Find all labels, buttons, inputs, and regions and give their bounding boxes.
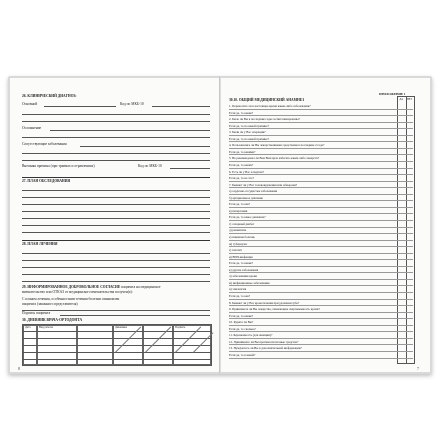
write-line xyxy=(22,190,210,191)
write-line xyxy=(22,153,210,154)
answer-line xyxy=(229,292,413,293)
main-diagnosis-line xyxy=(44,106,116,107)
consent-line-2: вмешательство или ОТКАЗ от медицинского вмешательства получен(а): xyxy=(22,290,133,294)
answer-line xyxy=(229,240,413,241)
question-text: к) другие заболевания xyxy=(229,267,259,272)
write-line xyxy=(22,225,210,226)
diary-col-date: Дата xyxy=(25,326,31,329)
question-text: Если да, то каких? xyxy=(229,162,254,167)
question-text: Если да, то на что? xyxy=(229,176,254,181)
question-text: Если да, то какие? xyxy=(229,261,254,266)
write-line xyxy=(22,204,210,205)
question-text: 9. Принимаете ли Вы лекарства, снижающие свертываемость крови? xyxy=(229,307,320,312)
answer-line xyxy=(229,109,413,110)
section-divider xyxy=(22,240,210,241)
diary-table xyxy=(22,324,212,366)
answer-line xyxy=(229,161,413,162)
question-text: Если да, то какие? xyxy=(229,313,254,318)
question-text: 2. Было ли Вы в последние годы госпитализированы? xyxy=(229,117,300,122)
question-text: Если да, то по какой причине? xyxy=(229,136,269,141)
answer-line xyxy=(229,227,413,228)
answer-line xyxy=(229,174,413,175)
question-text: ж) туберкулез xyxy=(229,241,248,246)
section-29-rest: пациента на медицинское xyxy=(121,285,161,289)
section-28-title: 28. ПЛАН ЛЕЧЕНИЯ xyxy=(22,242,58,246)
question-text: 7. Бывают ли у Вас головокружения или обмороки? xyxy=(229,182,298,187)
answer-line xyxy=(229,358,413,359)
consent-line-4: пациента (законного представителя) xyxy=(22,302,78,306)
answer-line xyxy=(229,115,413,116)
write-line xyxy=(22,137,210,138)
section-26-title: 26. КЛИНИЧЕСКИЙ ДИАГНОЗ: xyxy=(22,94,77,98)
write-line xyxy=(22,121,210,122)
write-line xyxy=(22,211,210,212)
answer-line xyxy=(229,200,413,201)
question-text: Если да, то как? xyxy=(229,293,251,298)
col-yes: ДА xyxy=(399,97,404,101)
open-medical-booklet xyxy=(8,76,432,374)
answer-line xyxy=(229,233,413,234)
diary-col-dynamics: Динамика xyxy=(115,326,127,329)
answer-line xyxy=(229,253,413,254)
page-number-right: 7 xyxy=(417,366,419,371)
write-line xyxy=(170,168,210,169)
answer-line xyxy=(229,207,413,208)
question-text: 5. Не рекомендовал ли Вам Ваш врач избегать каких-либо лекарств? xyxy=(229,156,320,161)
page-number-left: 8 xyxy=(18,366,20,371)
question-text: Если да, то какими? xyxy=(229,149,256,154)
section-30-title: 30. ДНЕВНИК ВРАЧА-ОРТОДОНТА xyxy=(22,318,83,322)
question-text: з) гепатит xyxy=(229,248,242,253)
answer-line xyxy=(229,141,413,142)
question-text: е) язвенная болезнь xyxy=(229,235,255,239)
write-line xyxy=(80,146,210,147)
answer-line xyxy=(229,128,413,129)
diary-col-sign: Подпись xyxy=(175,326,186,329)
question-text: н) эпилепсия xyxy=(229,287,247,292)
answer-line xyxy=(229,325,413,326)
write-line xyxy=(22,281,210,282)
question-text: д) ревматизм xyxy=(229,228,247,233)
write-line xyxy=(22,260,210,261)
question-text: Если да, то какие? xyxy=(229,110,254,115)
right-page xyxy=(221,78,430,372)
answer-line xyxy=(229,318,413,319)
write-line xyxy=(22,218,210,219)
answer-line xyxy=(229,168,413,169)
question-text: л) заболевания крови xyxy=(229,274,257,279)
question-text: 13. Нуждаетесь ли Вы в дополнительной информации? xyxy=(229,346,302,351)
sign-date-label: Подпись пациента xyxy=(22,311,51,315)
mkb10-label: Код по МКБ-10 xyxy=(138,164,162,168)
question-text: и) ВИЧ-инфекция xyxy=(229,254,253,259)
write-line xyxy=(22,274,210,275)
question-text: 12. Принимаете ли Вы противозачаточные средства? xyxy=(229,339,299,344)
answer-line xyxy=(229,299,413,300)
answer-line xyxy=(229,351,413,352)
answer-line xyxy=(229,344,413,345)
answer-line xyxy=(229,305,413,306)
answer-line xyxy=(229,266,413,267)
answer-line xyxy=(229,279,413,280)
write-line xyxy=(60,315,210,316)
question-text: 6. Есть ли у Вас аллергия? xyxy=(229,169,264,174)
section-29-title: 29. ИНФОРМИРОВАННОЕ ДОБРОВОЛЬНОЕ СОГЛАСИЕ xyxy=(22,285,121,289)
answer-line xyxy=(229,122,413,123)
answer-line xyxy=(229,187,413,188)
main-diagnosis-label: Основной xyxy=(22,102,38,106)
answer-line xyxy=(229,272,413,273)
question-text: Если да, то сколько? xyxy=(229,326,256,331)
external-cause-label: Внешняя причина (при травмах и отравлениях) xyxy=(22,164,95,168)
comorbid-label: Сопутствующие заболевания xyxy=(22,142,67,146)
write-line xyxy=(22,253,210,254)
anamnesis-title: 30.10. ОБЩИЙ МЕДИЦИНСКИЙ АНАМНЕЗ xyxy=(229,98,305,102)
diary-col-work: Вид работы xyxy=(39,326,54,329)
question-text: 3. Были ли у Вас операции? xyxy=(229,130,266,135)
question-text: б) артериальное давление xyxy=(229,195,263,200)
consent-line-3: С планом лечения, особенностями течения болезни ознакомлен xyxy=(22,297,120,301)
question-text: Если да, то как? xyxy=(229,202,251,207)
question-text: Если да, то какое давление? xyxy=(229,215,266,220)
question-text: а) сердечно-сосудистые заболевания xyxy=(229,189,278,194)
section-divider xyxy=(22,177,210,178)
answer-line xyxy=(229,135,413,136)
write-line xyxy=(50,130,210,131)
col-no: НЕТ xyxy=(407,97,413,101)
answer-line xyxy=(229,331,413,332)
write-line xyxy=(22,232,210,233)
answer-line xyxy=(229,259,413,260)
answer-line xyxy=(229,285,413,286)
mkb-code-label: Код по МКБ-10 xyxy=(120,102,144,106)
write-line xyxy=(22,114,210,115)
write-line xyxy=(22,160,210,161)
question-text: 10. Курите ли Вы? xyxy=(229,320,254,325)
question-text: в) гипертония xyxy=(229,208,248,213)
question-text: Если да, то по какой причине? xyxy=(229,123,269,128)
mkb-code-line xyxy=(152,106,210,107)
question-text: 8. Бывают ли у Вас кровотечения при удалении зуба? xyxy=(229,300,300,305)
left-page xyxy=(10,78,219,372)
answer-line xyxy=(229,220,413,221)
answer-line xyxy=(229,213,413,214)
answer-line xyxy=(229,148,413,149)
complication-label: Осложнение xyxy=(22,126,42,130)
question-text: 11. Беременность (для женщин)? xyxy=(229,333,273,338)
answer-line xyxy=(229,312,413,313)
annex-label: ПРИЛОЖЕНИЕ 1 xyxy=(379,92,406,96)
section-27-title: 27. ПЛАН ОБСЛЕДОВАНИЯ xyxy=(22,179,71,183)
write-line xyxy=(22,267,210,268)
question-text: г) сахарный диабет xyxy=(229,221,255,226)
answer-line xyxy=(229,194,413,195)
answer-line xyxy=(229,338,413,339)
write-line xyxy=(22,197,210,198)
question-text: 1. Переносите ли в настоящее время какие-либо заболевания? xyxy=(229,104,311,108)
answer-line xyxy=(229,154,413,155)
question-text: Если да, то в какой? xyxy=(229,352,256,357)
question-text: 4. Пользовались ли Вы лекарственными средствами в последние 2 года? xyxy=(229,143,325,148)
question-text: м) инфекционные заболевания xyxy=(229,280,270,285)
answer-line xyxy=(229,246,413,247)
answer-line xyxy=(229,181,413,182)
